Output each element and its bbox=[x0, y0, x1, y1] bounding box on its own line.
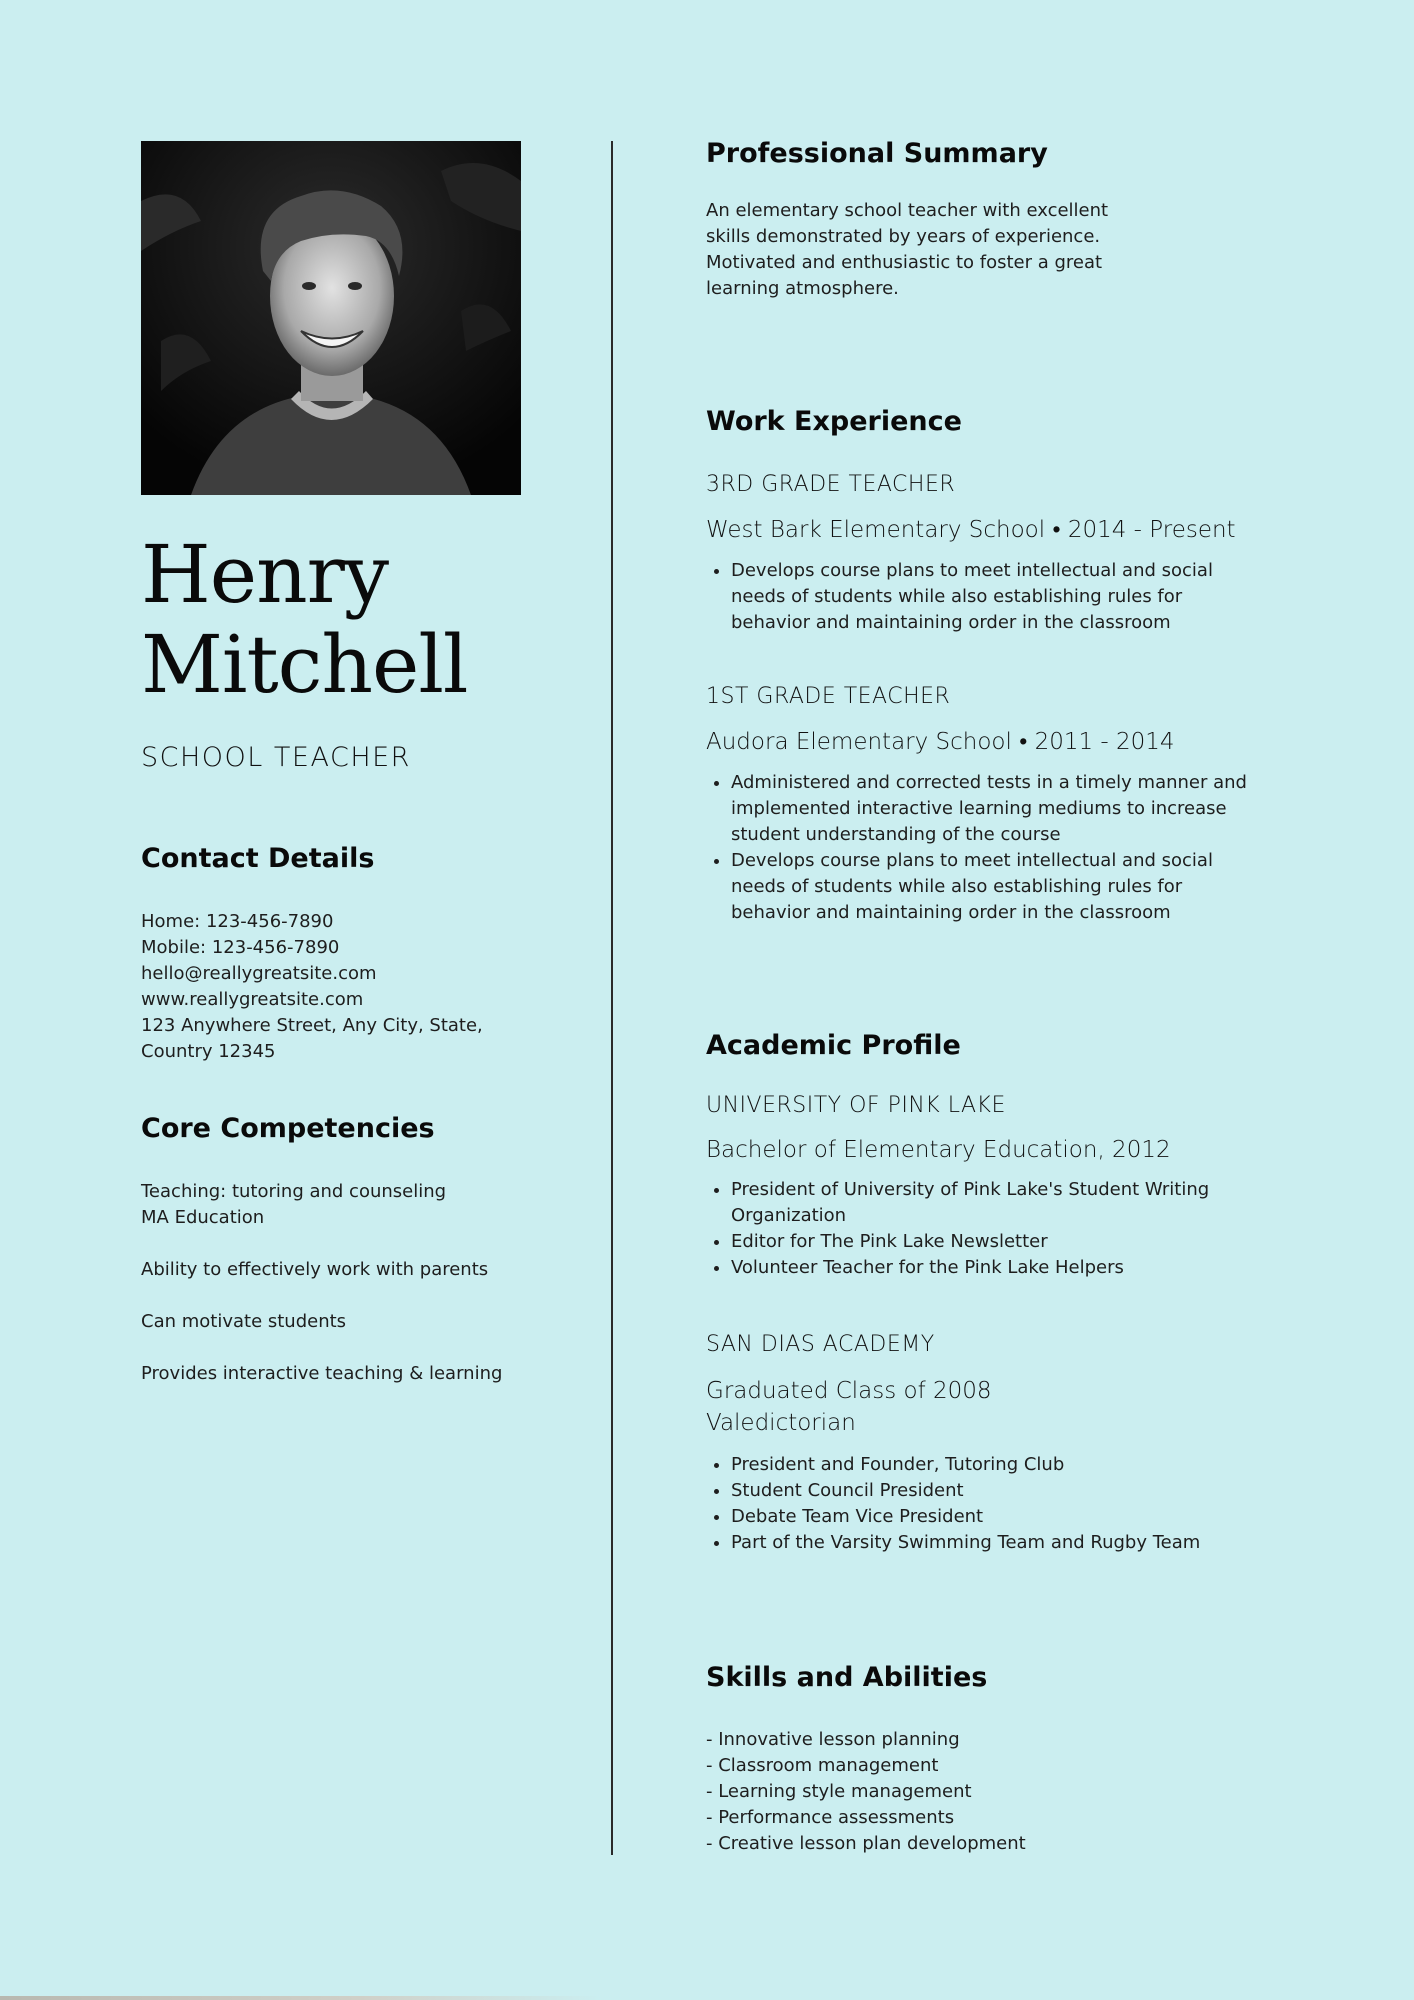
competency-item: Ability to effectively work with parents bbox=[141, 1259, 489, 1280]
contact-list bbox=[141, 909, 561, 1065]
skill-item: - Performance assessments bbox=[706, 1807, 955, 1828]
column-divider bbox=[611, 141, 613, 1855]
portrait-image bbox=[141, 141, 521, 495]
graduation-class: Graduated Class of 2008 bbox=[706, 1378, 992, 1404]
list-item: • Editor for The Pink Lake Newsletter bbox=[731, 1229, 1266, 1255]
contact-email: hello@reallygreatsite.com bbox=[141, 963, 377, 984]
competency-item: MA Education bbox=[141, 1207, 265, 1228]
last-name: Mitchell bbox=[141, 618, 468, 711]
competencies-heading: Core Competencies bbox=[141, 1113, 435, 1144]
job-employer: West Bark Elementary School • 2014 - Present bbox=[706, 517, 1236, 543]
skill-item: - Creative lesson plan development bbox=[706, 1833, 1026, 1854]
contact-home-phone: Home: 123-456-7890 bbox=[141, 911, 334, 932]
contact-heading: Contact Details bbox=[141, 843, 375, 874]
profile-photo bbox=[141, 141, 521, 495]
job-title: 3RD GRADE TEACHER bbox=[706, 472, 956, 497]
job-duties bbox=[706, 770, 1266, 926]
school-name: UNIVERSITY OF PINK LAKE bbox=[706, 1093, 1006, 1118]
job-role: SCHOOL TEACHER bbox=[141, 742, 411, 773]
competency-item: Provides interactive teaching & learning bbox=[141, 1363, 503, 1384]
list-item: • Administered and corrected tests in a timely manner and implemented interactive learning mediums to increase student understanding of the course bbox=[731, 770, 1266, 848]
first-name: Henry bbox=[141, 528, 389, 621]
summary-text: An elementary school teacher with excellent skills demonstrated by years of experience. Motivated and enthusiastic to foster a great learning atmosphere. bbox=[706, 200, 1109, 299]
job-title: 1ST GRADE TEACHER bbox=[706, 684, 951, 709]
skill-item: - Learning style management bbox=[706, 1781, 972, 1802]
list-item: • Develops course plans to meet intellectual and social needs of students while also establishing rules for behavior and maintaining order in the classroom bbox=[731, 558, 1266, 636]
school-degree: Bachelor of Elementary Education, 2012 bbox=[706, 1137, 1171, 1163]
skill-item: - Innovative lesson planning bbox=[706, 1729, 960, 1750]
skills-heading: Skills and Abilities bbox=[706, 1662, 988, 1693]
contact-mobile-phone: Mobile: 123-456-7890 bbox=[141, 937, 340, 958]
school-achievements bbox=[706, 1177, 1266, 1281]
list-item: • Volunteer Teacher for the Pink Lake Helpers bbox=[731, 1255, 1266, 1281]
list-item: • President of University of Pink Lake's Student Writing Organization bbox=[731, 1177, 1266, 1229]
school-name: SAN DIAS ACADEMY bbox=[706, 1332, 935, 1357]
list-item: • Develops course plans to meet intellectual and social needs of students while also establishing rules for behavior and maintaining order in the classroom bbox=[731, 848, 1266, 926]
list-item: • Debate Team Vice President bbox=[731, 1504, 1266, 1530]
job-employer: Audora Elementary School • 2011 - 2014 bbox=[706, 729, 1175, 755]
school-graduation bbox=[706, 1375, 1266, 1439]
contact-address-line2: Country 12345 bbox=[141, 1041, 276, 1062]
bottom-edge-strip bbox=[0, 1996, 600, 2000]
skills-list bbox=[706, 1727, 1266, 1857]
graduation-honor: Valedictorian bbox=[706, 1410, 856, 1436]
candidate-name bbox=[141, 530, 468, 710]
competency-item: Can motivate students bbox=[141, 1311, 347, 1332]
summary-heading: Professional Summary bbox=[706, 138, 1048, 169]
academic-heading: Academic Profile bbox=[706, 1030, 961, 1061]
list-item: • Student Council President bbox=[731, 1478, 1266, 1504]
competencies-list bbox=[141, 1179, 581, 1387]
work-heading: Work Experience bbox=[706, 406, 962, 437]
skill-item: - Classroom management bbox=[706, 1755, 939, 1776]
contact-address-line1: 123 Anywhere Street, Any City, State, bbox=[141, 1015, 483, 1036]
list-item: • Part of the Varsity Swimming Team and Rugby Team bbox=[731, 1530, 1266, 1556]
list-item: • President and Founder, Tutoring Club bbox=[731, 1452, 1266, 1478]
job-duties bbox=[706, 558, 1266, 636]
school-achievements bbox=[706, 1452, 1266, 1556]
competency-item: Teaching: tutoring and counseling bbox=[141, 1181, 447, 1202]
contact-website: www.reallygreatsite.com bbox=[141, 989, 364, 1010]
